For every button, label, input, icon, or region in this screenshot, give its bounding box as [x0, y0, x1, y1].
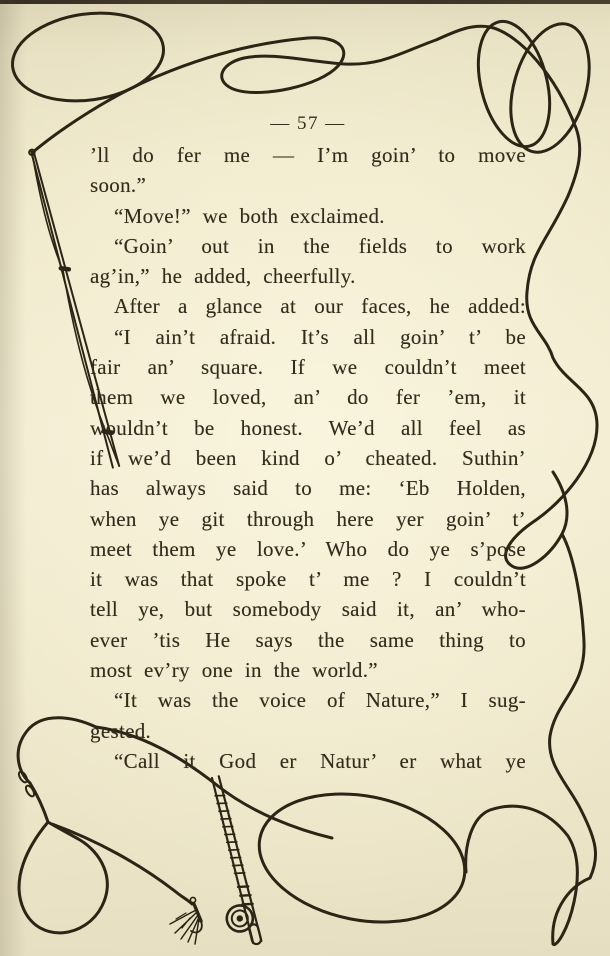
text-line: when ye git through here yer goin’ t’ [90, 506, 526, 531]
text-line: if we’d been kind o’ cheated. Suthin’ [90, 445, 526, 470]
text-line: ag’in,” he added, cheerfully. [90, 264, 356, 289]
scan-shade-left [0, 0, 26, 956]
text-block [90, 140, 526, 776]
fishing-rod-butt [193, 776, 263, 950]
text-line: wouldn’t be honest. We’d all feel as [90, 415, 526, 440]
text-line: “Goin’ out in the fields to work [114, 233, 526, 258]
text-line: ever ’tis He says the same thing to [90, 627, 526, 652]
scan-edge-top [0, 0, 610, 4]
text-line: fair an’ square. If we couldn’t meet [90, 355, 526, 380]
text-line: “It was the voice of Nature,” I sug- [114, 688, 526, 713]
text-line: them we loved, an’ do fer ’em, it [90, 385, 526, 410]
text-line: ’ll do fer me — I’m goin’ to move [90, 143, 526, 167]
text-line: tell ye, but somebody said it, an’ who- [90, 597, 526, 622]
text-line: “Call it God er Natur’ er what ye [114, 748, 526, 773]
text-line: most ev’ry one in the world.” [90, 658, 378, 683]
text-line: “I ain’t afraid. It’s all goin’ t’ be [114, 324, 526, 349]
text-line: has always said to me: ‘Eb Holden, [90, 476, 526, 501]
page-number: — 57 — [270, 113, 346, 134]
fishing-fly [170, 897, 202, 944]
leader-knots [17, 770, 35, 797]
text-line: “Move!” we both exclaimed. [114, 203, 385, 228]
text-line: meet them ye love.’ Who do ye s’pose [90, 536, 526, 561]
rod-grip-wraps [215, 793, 245, 875]
fishing-reel [224, 903, 256, 935]
text-line: soon.” [90, 173, 147, 198]
text-line: After a glance at our faces, he added: [114, 294, 526, 319]
text-line: gested. [90, 718, 152, 743]
text-line: it was that spoke t’ me ? I couldn’t [90, 567, 526, 592]
